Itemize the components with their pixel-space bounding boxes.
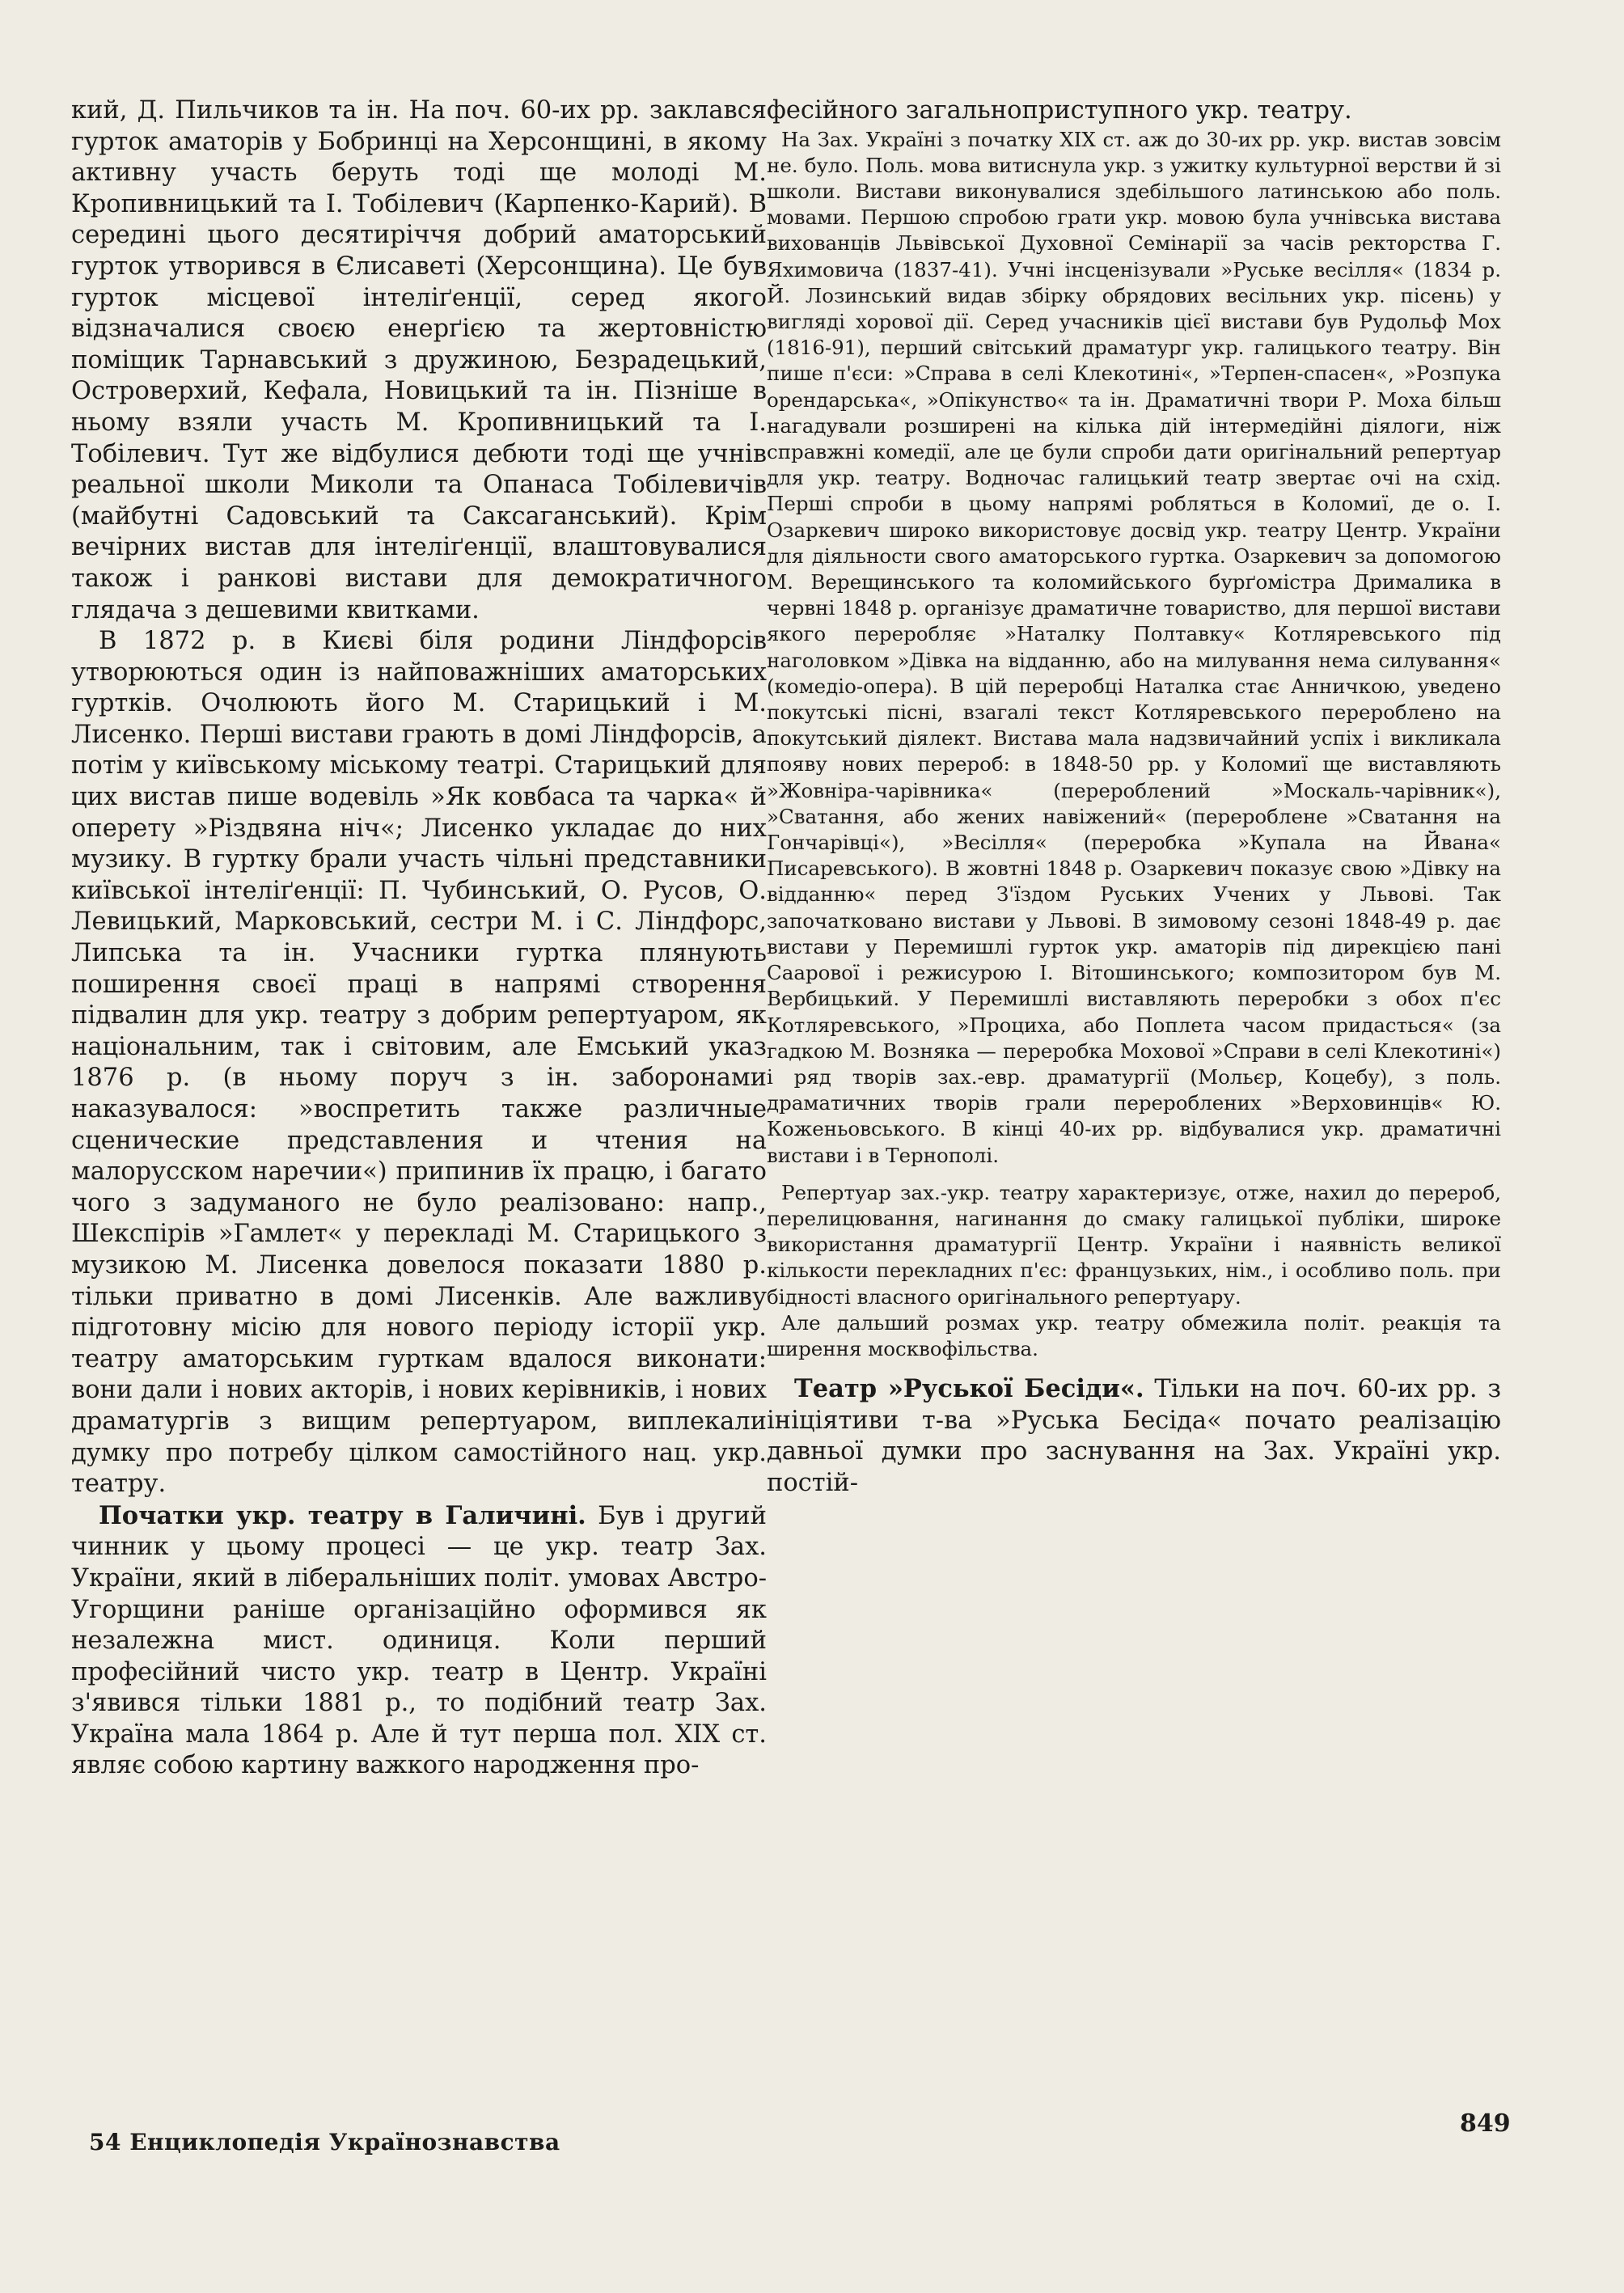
paragraph-repertoire: Репертуар зах.-укр. театру характеризує, отже, нахил до перероб, перелицювання, нагинання до смаку галицької публіки, широке використання драматургії Центр. України і наявність великої кількости перекладних п'єс: французьких, нім., і особливо поль. при бідності власного оригінального репертуару. — [767, 1180, 1501, 1309]
paragraph-continuation: фесійного загальноприступного укр. театру. — [767, 96, 1352, 125]
section-heading-ruska-beseda: Театр »Руської Бесіди«. — [794, 1374, 1144, 1404]
paragraph-kyiv-1872: В 1872 р. в Києві біля родини Ліндфорсів утворюються один із найповажніших аматорських гуртків. Очолюють його М. Старицький і М. Лисенко. Перші вистави грають в домі Ліндфорсів, а потім у київському міському театрі. Старицький для цих вистав пише водевіль »Як ковбаса та чарка« й оперету »Різдвяна ніч«; Лисенко укладає до них музику. В гуртку брали участь чільні представники київської інтеліґенції: П. Чубинський, О. Русов, О. Левицький, Марковський, сестри М. і С. Ліндфорс, Липська та ін. Учасники гуртка плянують поширення своєї праці в напрямі створення підвалин для укр. театру з добрим репертуаром, як національним, так і світовим, але Емський указ 1876 р. (в ньому поруч з ін. заборонами наказувалося: »воспретить также различные сценические представления и чтения на малорусском наречии«) припинив їх працю, і багато чого з задуманого не було реалізовано: напр., Шекспірів »Гамлет« у перекладі М. Старицького з музикою М. Лисенка довелося показати 1880 р. тільки приватно в домі Лисенків. Але важливу підготовну місію для нового періоду історії укр. театру аматорським гурткам вдалося виконати: вони дали і нових акторів, і нових керівників, і нових драматургів з вищим репертуаром, виплекали думку про потребу цілком самостійного нац. укр. театру. — [71, 627, 767, 1499]
footer-signature: 54 Енциклопедія Українознавства — [89, 2129, 560, 2156]
paragraph-ruska-beseda-text: Тільки на поч. 60-их рр. з ініціятиви т-ва »Руська Бесіда« почато реалізацію давньої думки про заснування на Зах. Україні укр. постій- — [767, 1375, 1501, 1497]
paragraph-reaction: Але дальший розмах укр. театру обмежила політ. реакція та ширення москвофільства. — [767, 1310, 1501, 1360]
paragraph-galicia — [71, 1500, 767, 1782]
left-column — [71, 95, 767, 1782]
paragraph-western-ukraine: На Зах. Україні з початку XIX ст. аж до 30-их рр. укр. вистав зовсім не. було. Поль. мова витиснула укр. з ужитку культурної верстви й зі школи. Вистави виконувалися здебільшого латинською або поль. мовами. Першою спробою грати укр. мовою була учнівська вистава вихованців Львівської Духовної Семінарії за часів ректорства Г. Яхимовича (1837-41). Учні інсценізували »Руське весілля« (1834 р. Й. Лозинський видав збірку обрядових весільних укр. пісень) у вигляді хорової дії. Серед учасників цієї вистави був Рудольф Мох (1816-91), перший світський драматург укр. галицького театру. Він пише п'єси: »Справа в селі Клекотині«, »Терпен-спасен«, »Розпука орендарська«, »Опікунство« та ін. Драматичні твори Р. Моха більш нагадували розширені на кілька дій інтермедійні діялоги, ніж справжні комедії, але це були спроби дати оригінальний репертуар для укр. театру. Водночас галицький театр звертає очі на схід. Перші спроби в цьому напрямі робляться в Коломиї, де о. І. Озаркевич широко використовує досвід укр. театру Центр. України для діяльности свого аматорського гуртка. Озаркевич за допомогою М. Верещинського та коломийського бурґомістра Дрималика в червні 1848 р. організує драматичне товариство, для першої вистави якого переробляє »Наталку Полтавку« Котляревського під наголовком »Дівка на відданню, або на милування нема силування« (комедіо-опера). В цій переробці Наталка стає Анничкою, уведено покутські пісні, взагалі текст Котляревського перероблено на покутський діялект. Вистава мала надзвичайний успіх і викликала появу нових перероб: в 1848-50 рр. у Коломиї ще виставляють »Жовніра-чарівника« (перероблений »Москаль-чарівник«), »Сватання, або жених навіжений« (перероблене »Сватання на Гончарівці«), »Весілля« (переробка »Купала на Йвана« Писаревського). В жовтні 1848 р. Озаркевич показує свою »Дівку на відданню« перед З'їздом Руських Учених у Львові. Так започатковано вистави у Львові. В зимовому сезоні 1848-49 р. дає вистави у Перемишлі гурток укр. аматорів під дирекцією пані Саарової і режисурою І. Вітошинського; композитором був М. Вербицький. У Перемишлі виставляють переробки з обох п'єс Котляревського, »Проциха, або Поплета часом придасться« (за гадкою М. Возняка — переробка Мохової »Справи в селі Клекотині«) і ряд творів зах.-евр. драматургії (Мольєр, Коцебу), з поль. драматичних творів грали перероблених »Верховинців« Ю. Коженьовського. В кінці 40-их рр. відбувалися укр. драматичні вистави і в Тернополі. — [767, 127, 1501, 1167]
right-column — [767, 95, 1501, 1500]
paragraph-ruska-beseda — [767, 1373, 1501, 1499]
paragraph-galicia-text: Був і другий чинник у цьому процесі — це укр. театр Зах. України, який в ліберальніших політ. умовах Австро-Угорщини раніше організаційно оформився як незалежна мист. одиниця. Коли перший професійний чисто укр. театр в Центр. Україні з'явився тільки 1881 р., то подібний театр Зах. Україна мала 1864 р. Але й тут перша пол. XIX ст. являє собою картину важкого народження про- — [71, 1501, 768, 1780]
section-heading-galicia: Початки укр. театру в Галичині. — [99, 1500, 586, 1530]
page-number: 849 — [1460, 2109, 1511, 2138]
paragraph-amateur-circles: кий, Д. Пильчиков та ін. На поч. 60-их рр. заклався гурток аматорів у Бобринці на Херсонщині, в якому активну участь беруть тоді ще молоді М. Кропивницький та І. Тобілевич (Карпенко-Карий). В середині цього десятиріччя добрий аматорський гурток утворився в Єлисаветі (Херсонщина). Це був гурток місцевої інтеліґенції, серед якого відзначалися своєю енерґією та жертовністю поміщик Тарнавський з дружиною, Безрадецький, Островерхий, Кефала, Новицький та ін. Пізніше в ньому взяли участь М. Кропивницький та І. Тобілевич. Тут же відбулися дебюти тоді ще учнів реальної школи Миколи та Опанаса Тобілевичів (майбутні Садовський та Саксаганський). Крім вечірних вистав для інтеліґенції, влаштовувалися також і ранкові вистави для демократичного глядача з дешевими квитками. — [71, 96, 767, 624]
